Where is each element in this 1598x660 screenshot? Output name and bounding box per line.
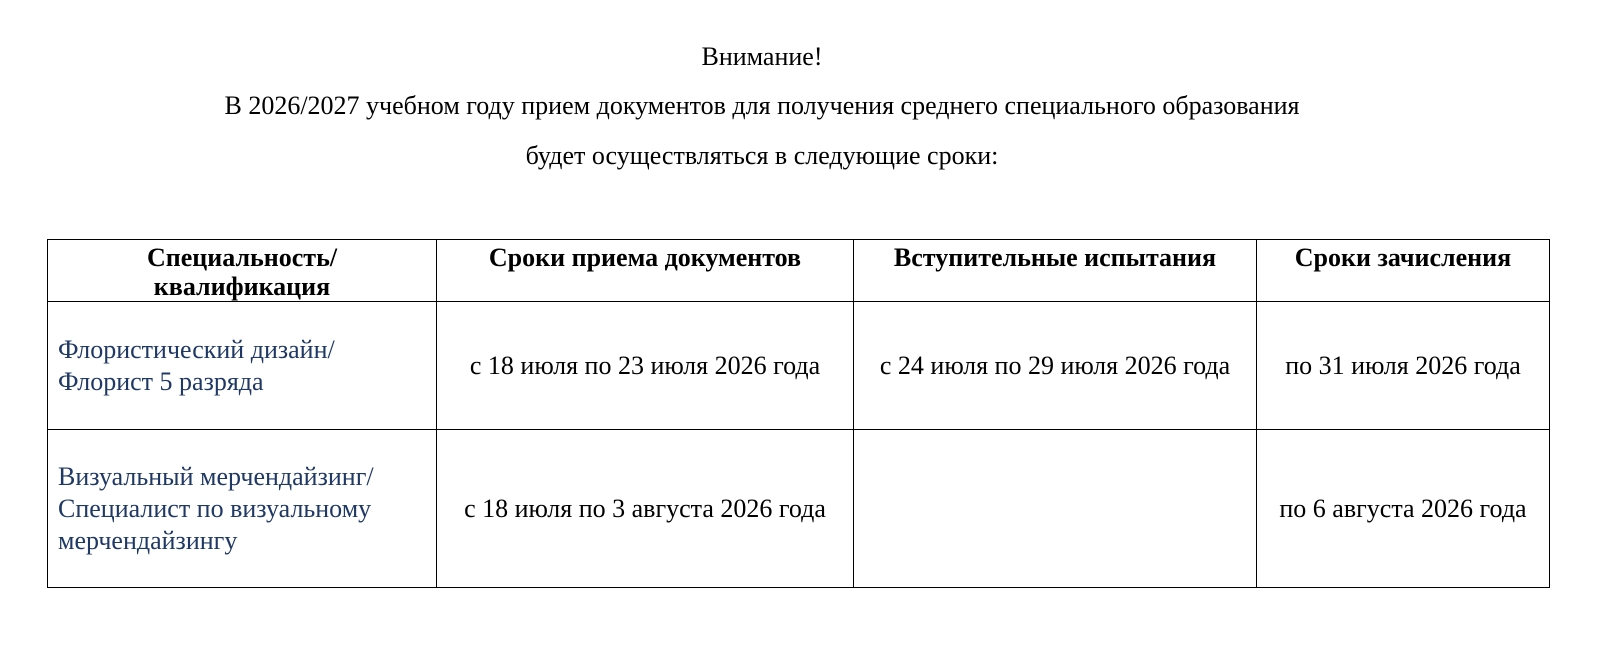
exams-cell xyxy=(854,430,1257,588)
header-documents: Сроки приема документов xyxy=(437,240,854,302)
specialty-line-1: Визуальный мерчендайзинг/ xyxy=(58,461,374,491)
header-specialty xyxy=(48,240,437,302)
documents-cell: с 18 июля по 23 июля 2026 года xyxy=(437,302,854,430)
specialty-cell xyxy=(48,302,437,430)
header-specialty-line-2: квалификация xyxy=(153,272,331,301)
notice-text-line-2: будет осуществляться в следующие сроки: xyxy=(525,141,999,170)
table-row xyxy=(48,430,1550,588)
header-specialty-line-1: Специальность/ xyxy=(146,243,338,272)
specialty-line-1: Флористический дизайн/ xyxy=(58,334,335,364)
specialty-cell xyxy=(48,430,437,588)
specialty-line-3: мерчендайзингу xyxy=(58,525,238,555)
enrollment-cell: по 31 июля 2026 года xyxy=(1257,302,1550,430)
admission-schedule-table xyxy=(47,239,1550,588)
table-header-row xyxy=(48,240,1550,302)
enrollment-cell: по 6 августа 2026 года xyxy=(1257,430,1550,588)
header-exams: Вступительные испытания xyxy=(854,240,1257,302)
exams-cell: с 24 июля по 29 июля 2026 года xyxy=(854,302,1257,430)
notice-text-line-1: В 2026/2027 учебном году прием документов для получения среднего специального образования xyxy=(224,91,1300,120)
specialty-line-2: Специалист по визуальному xyxy=(58,493,372,523)
table-row xyxy=(48,302,1550,430)
documents-cell: с 18 июля по 3 августа 2026 года xyxy=(437,430,854,588)
specialty-line-2: Флорист 5 разряда xyxy=(58,366,264,396)
header-enrollment: Сроки зачисления xyxy=(1257,240,1550,302)
notice-title: Внимание! xyxy=(701,42,823,71)
